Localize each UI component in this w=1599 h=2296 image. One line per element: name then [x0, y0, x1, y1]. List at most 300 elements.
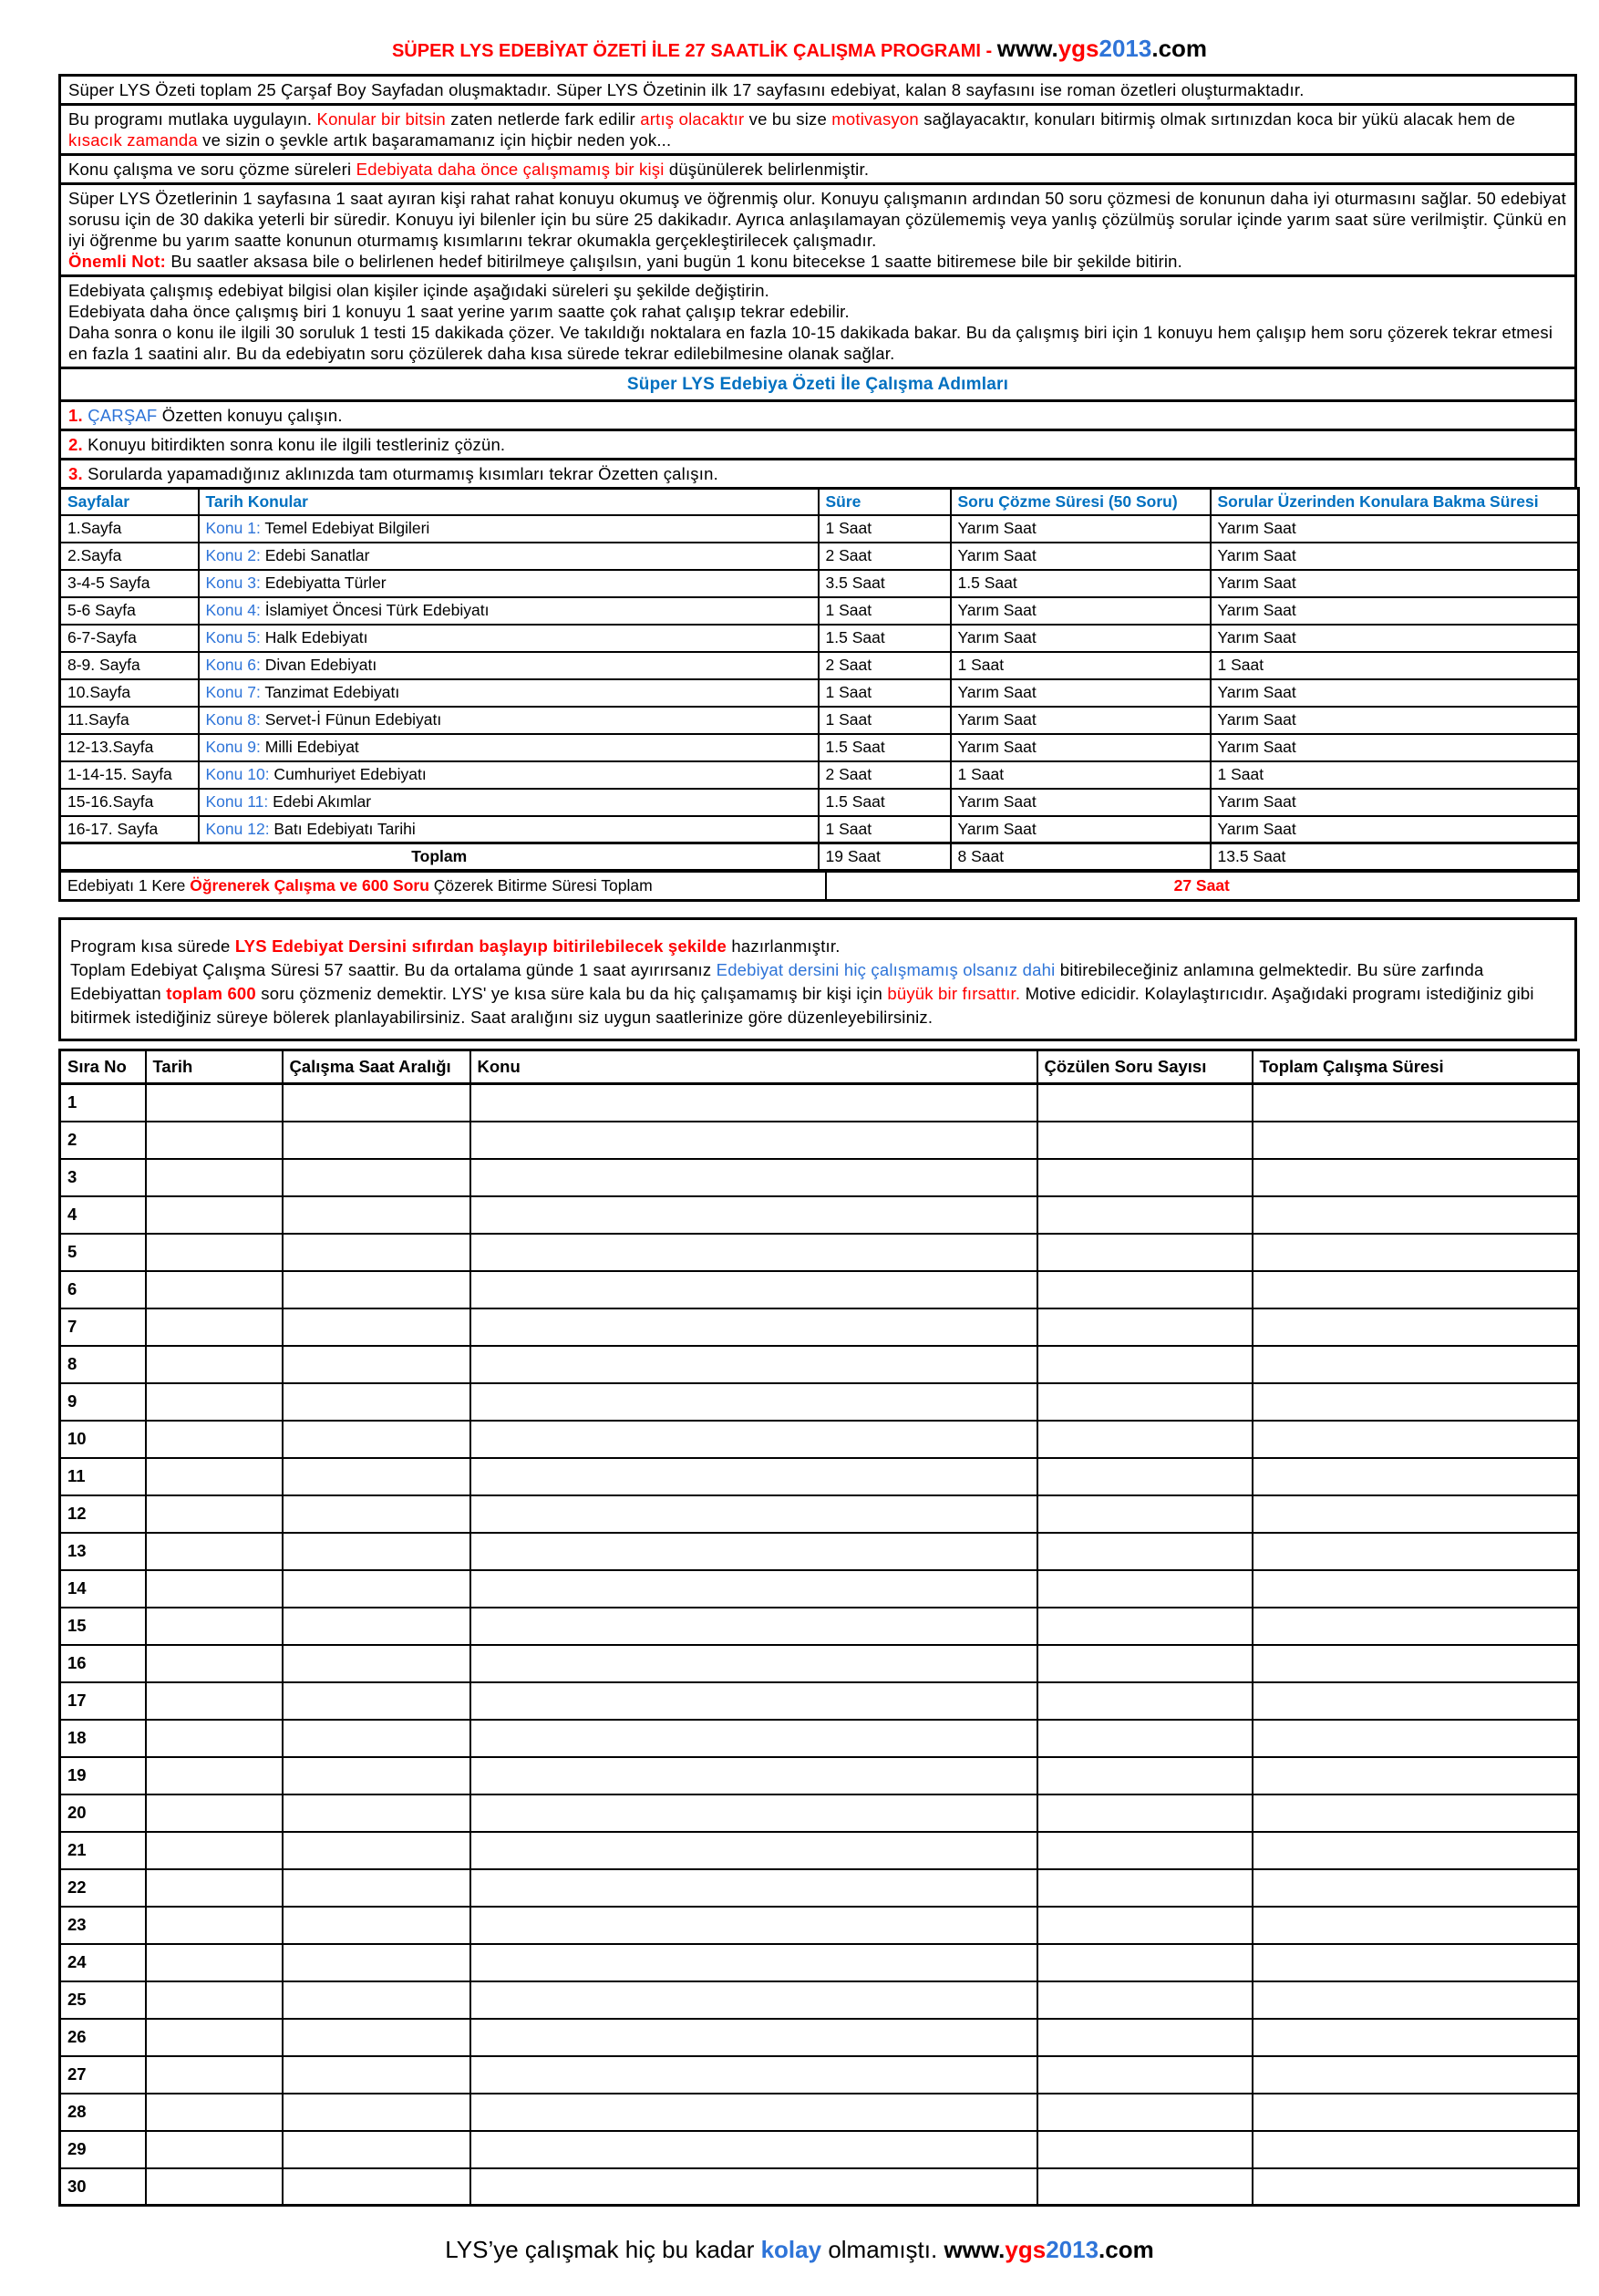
konu-cell — [470, 1570, 1037, 1608]
bakma-suresi-cell: Yarım Saat — [1211, 789, 1579, 816]
text-segment: Bu saatler aksasa bile o belirlenen hedef bitirilmeye çalışılsın, yani bugün 1 konu bitecekse 1 saatte bitiremese bile bir şekilde bitirin. — [166, 252, 1182, 271]
bakma-suresi-cell: Yarım Saat — [1211, 597, 1579, 625]
tarih-cell — [146, 1832, 283, 1869]
saat-araligi-cell — [283, 2056, 470, 2094]
toplam-sure-cell — [1253, 1757, 1579, 1794]
saat-araligi-cell — [283, 1682, 470, 1720]
saat-araligi-cell — [283, 1234, 470, 1271]
cozulen-soru-cell — [1037, 1159, 1253, 1196]
konu-label: Konu 1: — [205, 519, 261, 537]
tarih-cell — [146, 1907, 283, 1944]
soru-suresi-cell: Yarım Saat — [951, 543, 1211, 570]
toplam-sure-cell — [1253, 1981, 1579, 2019]
konu-cell — [470, 2094, 1037, 2131]
konu-title: Edebi Akımlar — [268, 792, 372, 811]
cozulen-soru-cell — [1037, 1495, 1253, 1533]
tarih-cell — [146, 1944, 283, 1981]
text-segment: kısacık zamanda — [68, 130, 198, 150]
bakma-suresi-cell: 1 Saat — [1211, 652, 1579, 679]
saat-araligi-cell — [283, 1757, 470, 1794]
text-segment: bitirebileceğiniz anlamına gelmektedir. Bu süre zarfında Edebiyattan — [70, 960, 1484, 1003]
experienced-paragraph-2 — [68, 301, 1567, 322]
study-plan-table — [58, 487, 1580, 872]
konu-label: Konu 8: — [205, 710, 261, 729]
sira-no-cell: 6 — [60, 1271, 146, 1308]
step-1 — [61, 402, 1574, 431]
col-header-cozulen-soru: Çözülen Soru Sayısı — [1037, 1050, 1253, 1084]
sira-no-cell: 25 — [60, 1981, 146, 2019]
sira-no-cell: 24 — [60, 1944, 146, 1981]
cozulen-soru-cell — [1037, 2056, 1253, 2094]
text-segment: artış olacaktır — [640, 109, 745, 129]
text-segment: Bu programı mutlaka uygulayın. — [68, 109, 317, 129]
saat-araligi-cell — [283, 1196, 470, 1234]
konu-cell — [470, 1907, 1037, 1944]
text-segment: 2013 — [1099, 35, 1152, 62]
text-segment: LYS’ye çalışmak hiç bu kadar — [445, 2236, 761, 2263]
schedule-row — [60, 1458, 1579, 1495]
cozulen-soru-cell — [1037, 1570, 1253, 1608]
tarih-cell — [146, 1159, 283, 1196]
sira-no-cell: 14 — [60, 1570, 146, 1608]
saat-araligi-cell — [283, 1271, 470, 1308]
pages-cell: 1.Sayfa — [60, 515, 199, 543]
sira-no-cell: 22 — [60, 1869, 146, 1907]
tarih-cell — [146, 1869, 283, 1907]
toplam-sure-cell — [1253, 1458, 1579, 1495]
sira-no-cell: 19 — [60, 1757, 146, 1794]
sure-cell: 2 Saat — [819, 652, 951, 679]
konu-cell — [470, 2056, 1037, 2094]
tarih-cell — [146, 2019, 283, 2056]
col-header-sure: Süre — [819, 489, 951, 515]
text-segment: büyük bir fırsattır. — [887, 984, 1021, 1003]
sira-no-cell: 26 — [60, 2019, 146, 2056]
total-soru: 8 Saat — [951, 843, 1211, 871]
saat-araligi-cell — [283, 2019, 470, 2056]
toplam-sure-cell — [1253, 1682, 1579, 1720]
pages-cell: 11.Sayfa — [60, 707, 199, 734]
soru-suresi-cell: Yarım Saat — [951, 816, 1211, 843]
konu-title: İslamiyet Öncesi Türk Edebiyatı — [260, 601, 490, 619]
text-segment: Program kısa sürede — [70, 936, 235, 956]
method-paragraph — [68, 188, 1567, 251]
bakma-suresi-cell: Yarım Saat — [1211, 734, 1579, 761]
grand-total-label — [60, 872, 826, 901]
cozulen-soru-cell — [1037, 1271, 1253, 1308]
schedule-row — [60, 2056, 1579, 2094]
bakma-suresi-cell: Yarım Saat — [1211, 625, 1579, 652]
program-note-box — [58, 917, 1577, 1041]
text-segment: Motive edicidir. Kolaylaştırıcıdır. Aşağıdaki programı istediğiniz gibi bitirmek istediğiniz süreye bölerek planlayabilirsiniz. Saat aralığını siz uygun saatlerinize göre düzenleyebilirsiniz. — [70, 984, 1534, 1027]
cozulen-soru-cell — [1037, 1832, 1253, 1869]
text-segment: Süper LYS Özetlerinin 1 sayfasına 1 saat ayıran kişi rahat rahat konuyu okumuş ve öğrenmiş olur. Konuyu çalışmanın ardından 50 soru çözmesi de konunun daha iyi oturmasını sağlar. 50 edebiyat sorusu için de 30 dakika yeterli bir süredir. Konuyu iyi bilenler için bu süre 25 dakikadır. Ayrıca anlaşılamayan çözülememiş veya yanlış çözülmüş sorular içinde yarım saat süre verilmiştir. Çünkü en iyi öğrenme bu yarım saatte konunun oturmamış kısımlarını tekrar okumakla gerçekleştirilecek çalışmadır. — [68, 189, 1567, 250]
sira-no-cell: 17 — [60, 1682, 146, 1720]
konu-cell — [470, 1682, 1037, 1720]
text-segment: Edebiyata çalışmış edebiyat bilgisi olan kişiler içinde aşağıdaki süreleri şu şekilde değiştirin. — [68, 281, 770, 300]
col-header-toplam-sure: Toplam Çalışma Süresi — [1253, 1050, 1579, 1084]
intro-notes — [58, 74, 1577, 490]
soru-suresi-cell: Yarım Saat — [951, 625, 1211, 652]
cozulen-soru-cell — [1037, 1794, 1253, 1832]
pages-cell: 2.Sayfa — [60, 543, 199, 570]
konu-title: Batı Edebiyatı Tarihi — [269, 819, 416, 838]
cozulen-soru-cell — [1037, 1533, 1253, 1570]
toplam-sure-cell — [1253, 2019, 1579, 2056]
saat-araligi-cell — [283, 1084, 470, 1122]
toplam-sure-cell — [1253, 1308, 1579, 1346]
text-segment: ve bu size — [744, 109, 832, 129]
konu-cell — [470, 1794, 1037, 1832]
toplam-sure-cell — [1253, 1383, 1579, 1421]
konu-cell — [470, 1308, 1037, 1346]
sira-no-cell: 20 — [60, 1794, 146, 1832]
schedule-row — [60, 1832, 1579, 1869]
saat-araligi-cell — [283, 2094, 470, 2131]
study-table-row — [60, 761, 1579, 789]
soru-suresi-cell: Yarım Saat — [951, 597, 1211, 625]
konu-cell — [470, 1383, 1037, 1421]
konu-cell — [470, 1084, 1037, 1122]
pages-cell: 10.Sayfa — [60, 679, 199, 707]
bakma-suresi-cell: 1 Saat — [1211, 761, 1579, 789]
text-segment: Öğrenerek Çalışma ve 600 Soru — [190, 876, 429, 895]
toplam-sure-cell — [1253, 2056, 1579, 2094]
konu-cell — [470, 1346, 1037, 1383]
tarih-cell — [146, 1271, 283, 1308]
bakma-suresi-cell: Yarım Saat — [1211, 543, 1579, 570]
konu-label: Konu 2: — [205, 546, 261, 564]
study-table-row — [60, 597, 1579, 625]
konu-label: Konu 7: — [205, 683, 261, 701]
toplam-sure-cell — [1253, 1570, 1579, 1608]
saat-araligi-cell — [283, 1570, 470, 1608]
col-header-sira-no: Sıra No — [60, 1050, 146, 1084]
konu-cell — [470, 1196, 1037, 1234]
sure-cell: 1 Saat — [819, 597, 951, 625]
toplam-sure-cell — [1253, 1271, 1579, 1308]
text-segment: ÇARŞAF — [88, 406, 158, 425]
sira-no-cell: 30 — [60, 2168, 146, 2206]
page-title — [0, 35, 1599, 63]
sira-no-cell: 13 — [60, 1533, 146, 1570]
soru-suresi-cell: Yarım Saat — [951, 679, 1211, 707]
konu-cell — [199, 789, 819, 816]
tarih-cell — [146, 1495, 283, 1533]
saat-araligi-cell — [283, 1832, 470, 1869]
schedule-row — [60, 1271, 1579, 1308]
schedule-row — [60, 1907, 1579, 1944]
col-header-konu: Konu — [470, 1050, 1037, 1084]
cozulen-soru-cell — [1037, 2094, 1253, 2131]
text-segment: www. — [996, 35, 1058, 62]
text-segment: toplam 600 — [166, 984, 256, 1003]
text-segment: SÜPER LYS EDEBİYAT ÖZETİ İLE 27 SAATLİK ÇALIŞMA PROGRAMI - — [391, 41, 997, 61]
toplam-sure-cell — [1253, 1421, 1579, 1458]
sira-no-cell: 2 — [60, 1122, 146, 1159]
grand-total-row — [60, 872, 1579, 901]
cozulen-soru-cell — [1037, 1383, 1253, 1421]
toplam-sure-cell — [1253, 1234, 1579, 1271]
konu-cell — [199, 515, 819, 543]
text-segment: Süper LYS Özeti toplam 25 Çarşaf Boy Sayfadan oluşmaktadır. Süper LYS Özetinin ilk 17 sayfasını edebiyat, kalan 8 sayfasını ise roman özetleri oluşturmaktadır. — [68, 80, 1305, 99]
konu-cell — [470, 1234, 1037, 1271]
soru-suresi-cell: 1 Saat — [951, 652, 1211, 679]
bakma-suresi-cell: Yarım Saat — [1211, 816, 1579, 843]
konu-label: Konu 9: — [205, 738, 261, 756]
col-header-sayfalar: Sayfalar — [60, 489, 199, 515]
text-segment: 2. — [68, 435, 83, 454]
intro-note-overview — [61, 77, 1574, 106]
cozulen-soru-cell — [1037, 1122, 1253, 1159]
text-segment: hazırlanmıştır. — [727, 936, 841, 956]
toplam-sure-cell — [1253, 1495, 1579, 1533]
schedule-row — [60, 1421, 1579, 1458]
schedule-row — [60, 1682, 1579, 1720]
tarih-cell — [146, 1794, 283, 1832]
cozulen-soru-cell — [1037, 2131, 1253, 2168]
pages-cell: 15-16.Sayfa — [60, 789, 199, 816]
cozulen-soru-cell — [1037, 1944, 1253, 1981]
saat-araligi-cell — [283, 1533, 470, 1570]
schedule-row — [60, 1720, 1579, 1757]
tarih-cell — [146, 1084, 283, 1122]
cozulen-soru-cell — [1037, 1981, 1253, 2019]
text-segment: Özetten konuyu çalışın. — [157, 406, 343, 425]
study-table-row — [60, 789, 1579, 816]
study-table-header-row — [60, 489, 1579, 515]
schedule-table — [58, 1049, 1580, 2207]
toplam-sure-cell — [1253, 1346, 1579, 1383]
text-segment: 1. — [68, 406, 83, 425]
text-segment: kolay — [760, 2236, 822, 2263]
saat-araligi-cell — [283, 1869, 470, 1907]
tarih-cell — [146, 1308, 283, 1346]
col-header-soru-cozme: Soru Çözme Süresi (50 Soru) — [951, 489, 1211, 515]
text-segment: Toplam Edebiyat Çalışma Süresi 57 saattir. Bu da ortalama günde 1 saat ayırırsanız — [70, 960, 717, 979]
konu-cell — [470, 1533, 1037, 1570]
toplam-sure-cell — [1253, 1196, 1579, 1234]
step-2 — [61, 431, 1574, 460]
saat-araligi-cell — [283, 1794, 470, 1832]
tarih-cell — [146, 2094, 283, 2131]
grand-total-value: 27 Saat — [826, 872, 1579, 901]
schedule-row — [60, 1383, 1579, 1421]
saat-araligi-cell — [283, 1944, 470, 1981]
tarih-cell — [146, 1720, 283, 1757]
text-segment: ygs — [1057, 35, 1099, 62]
toplam-sure-cell — [1253, 1084, 1579, 1122]
schedule-row — [60, 1794, 1579, 1832]
sira-no-cell: 16 — [60, 1645, 146, 1682]
konu-label: Konu 6: — [205, 656, 261, 674]
pages-cell: 12-13.Sayfa — [60, 734, 199, 761]
saat-araligi-cell — [283, 1608, 470, 1645]
text-segment: .com — [1151, 35, 1208, 62]
konu-cell — [470, 1608, 1037, 1645]
cozulen-soru-cell — [1037, 1907, 1253, 1944]
tarih-cell — [146, 2168, 283, 2206]
study-table-body — [60, 515, 1579, 843]
program-note-line-2 — [70, 958, 1565, 1029]
toplam-sure-cell — [1253, 1720, 1579, 1757]
konu-cell — [470, 1122, 1037, 1159]
schedule-table-body — [60, 1084, 1579, 2206]
konu-label: Konu 5: — [205, 628, 261, 646]
toplam-sure-cell — [1253, 2168, 1579, 2206]
program-note-line-1 — [70, 935, 1565, 958]
tarih-cell — [146, 1234, 283, 1271]
konu-title: Edebiyatta Türler — [260, 574, 387, 592]
toplam-sure-cell — [1253, 1645, 1579, 1682]
schedule-header-row — [60, 1050, 1579, 1084]
page-footer — [0, 2236, 1599, 2264]
konu-cell — [470, 1159, 1037, 1196]
sira-no-cell: 27 — [60, 2056, 146, 2094]
col-header-tarih: Tarih — [146, 1050, 283, 1084]
study-table-row — [60, 652, 1579, 679]
tarih-cell — [146, 1383, 283, 1421]
cozulen-soru-cell — [1037, 1234, 1253, 1271]
sira-no-cell: 8 — [60, 1346, 146, 1383]
schedule-row — [60, 1084, 1579, 1122]
konu-label: Konu 11: — [205, 792, 269, 811]
cozulen-soru-cell — [1037, 1084, 1253, 1122]
saat-araligi-cell — [283, 1720, 470, 1757]
sure-cell: 2 Saat — [819, 761, 951, 789]
saat-araligi-cell — [283, 1495, 470, 1533]
text-segment: ygs — [1005, 2236, 1047, 2263]
cozulen-soru-cell — [1037, 1196, 1253, 1234]
saat-araligi-cell — [283, 1159, 470, 1196]
text-segment: Edebiyata daha önce çalışmamış bir kişi — [356, 160, 665, 179]
saat-araligi-cell — [283, 1346, 470, 1383]
schedule-row — [60, 1234, 1579, 1271]
sure-cell: 3.5 Saat — [819, 570, 951, 597]
text-segment: Sorularda yapamadığınız aklınızda tam oturmamış kısımları tekrar Özetten çalışın. — [82, 464, 718, 483]
text-segment: düşünülerek belirlenmiştir. — [664, 160, 870, 179]
tarih-cell — [146, 2131, 283, 2168]
text-segment: Edebiyat dersini hiç çalışmamış olsanız dahi — [716, 960, 1056, 979]
tarih-cell — [146, 1533, 283, 1570]
toplam-sure-cell — [1253, 2094, 1579, 2131]
saat-araligi-cell — [283, 1458, 470, 1495]
pages-cell: 16-17. Sayfa — [60, 816, 199, 843]
cozulen-soru-cell — [1037, 1645, 1253, 1682]
sira-no-cell: 23 — [60, 1907, 146, 1944]
intro-note-durations — [61, 156, 1574, 185]
konu-cell — [470, 2168, 1037, 2206]
konu-label: Konu 12: — [205, 819, 270, 838]
cozulen-soru-cell — [1037, 2019, 1253, 2056]
schedule-row — [60, 1645, 1579, 1682]
saat-araligi-cell — [283, 1421, 470, 1458]
tarih-cell — [146, 1196, 283, 1234]
sure-cell: 1.5 Saat — [819, 789, 951, 816]
toplam-sure-cell — [1253, 1794, 1579, 1832]
toplam-sure-cell — [1253, 1907, 1579, 1944]
tarih-cell — [146, 1645, 283, 1682]
toplam-sure-cell — [1253, 1122, 1579, 1159]
saat-araligi-cell — [283, 1308, 470, 1346]
text-segment: Önemli Not: — [68, 252, 167, 271]
steps-heading: Süper LYS Edebiya Özeti İle Çalışma Adımları — [61, 369, 1574, 402]
study-table-row — [60, 707, 1579, 734]
sure-cell: 1 Saat — [819, 679, 951, 707]
schedule-row — [60, 1608, 1579, 1645]
konu-title: Cumhuriyet Edebiyatı — [269, 765, 427, 783]
sira-no-cell: 21 — [60, 1832, 146, 1869]
bakma-suresi-cell: Yarım Saat — [1211, 570, 1579, 597]
konu-cell — [470, 1981, 1037, 2019]
sira-no-cell: 28 — [60, 2094, 146, 2131]
soru-suresi-cell: Yarım Saat — [951, 789, 1211, 816]
konu-title: Servet-İ Fünun Edebiyatı — [260, 710, 442, 729]
konu-cell — [470, 1832, 1037, 1869]
konu-cell — [470, 1944, 1037, 1981]
schedule-row — [60, 1570, 1579, 1608]
konu-label: Konu 4: — [205, 601, 261, 619]
cozulen-soru-cell — [1037, 1458, 1253, 1495]
tarih-cell — [146, 1570, 283, 1608]
col-header-bakma-suresi: Sorular Üzerinden Konulara Bakma Süresi — [1211, 489, 1579, 515]
konu-cell — [199, 543, 819, 570]
study-table-row — [60, 679, 1579, 707]
bakma-suresi-cell: Yarım Saat — [1211, 515, 1579, 543]
schedule-row — [60, 1346, 1579, 1383]
konu-cell — [199, 707, 819, 734]
konu-cell — [199, 597, 819, 625]
konu-title: Temel Edebiyat Bilgileri — [260, 519, 430, 537]
text-segment: LYS Edebiyat Dersini sıfırdan başlayıp bitirilebilecek şekilde — [234, 936, 727, 956]
schedule-row — [60, 1981, 1579, 2019]
text-segment: Çözerek Bitirme Süresi Toplam — [428, 876, 653, 895]
soru-suresi-cell: Yarım Saat — [951, 707, 1211, 734]
pages-cell: 6-7-Sayfa — [60, 625, 199, 652]
tarih-cell — [146, 1458, 283, 1495]
important-note — [68, 251, 1567, 272]
saat-araligi-cell — [283, 1907, 470, 1944]
soru-suresi-cell: 1.5 Saat — [951, 570, 1211, 597]
text-segment: www. — [944, 2236, 1006, 2263]
text-segment: soru çözmeniz demektir. LYS' ye kısa süre kala bu da hiç çalışamamış bir kişi için — [255, 984, 888, 1003]
tarih-cell — [146, 2056, 283, 2094]
konu-cell — [199, 761, 819, 789]
sira-no-cell: 9 — [60, 1383, 146, 1421]
saat-araligi-cell — [283, 1981, 470, 2019]
sure-cell: 1.5 Saat — [819, 625, 951, 652]
col-header-tarih-konular: Tarih Konular — [199, 489, 819, 515]
text-segment: Konular bir bitsin — [316, 109, 446, 129]
text-segment: zaten netlerde fark edilir — [445, 109, 641, 129]
schedule-row — [60, 1308, 1579, 1346]
total-bakma: 13.5 Saat — [1211, 843, 1579, 871]
text-segment: 3. — [68, 464, 83, 483]
schedule-row — [60, 2168, 1579, 2206]
soru-suresi-cell: Yarım Saat — [951, 734, 1211, 761]
tarih-cell — [146, 1981, 283, 2019]
bakma-suresi-cell: Yarım Saat — [1211, 707, 1579, 734]
schedule-row — [60, 1869, 1579, 1907]
toplam-sure-cell — [1253, 1869, 1579, 1907]
tarih-cell — [146, 1608, 283, 1645]
intro-note-method — [61, 185, 1574, 277]
cozulen-soru-cell — [1037, 2168, 1253, 2206]
grand-total-strip — [58, 870, 1580, 902]
sira-no-cell: 1 — [60, 1084, 146, 1122]
toplam-sure-cell — [1253, 1944, 1579, 1981]
total-row — [60, 843, 1579, 871]
